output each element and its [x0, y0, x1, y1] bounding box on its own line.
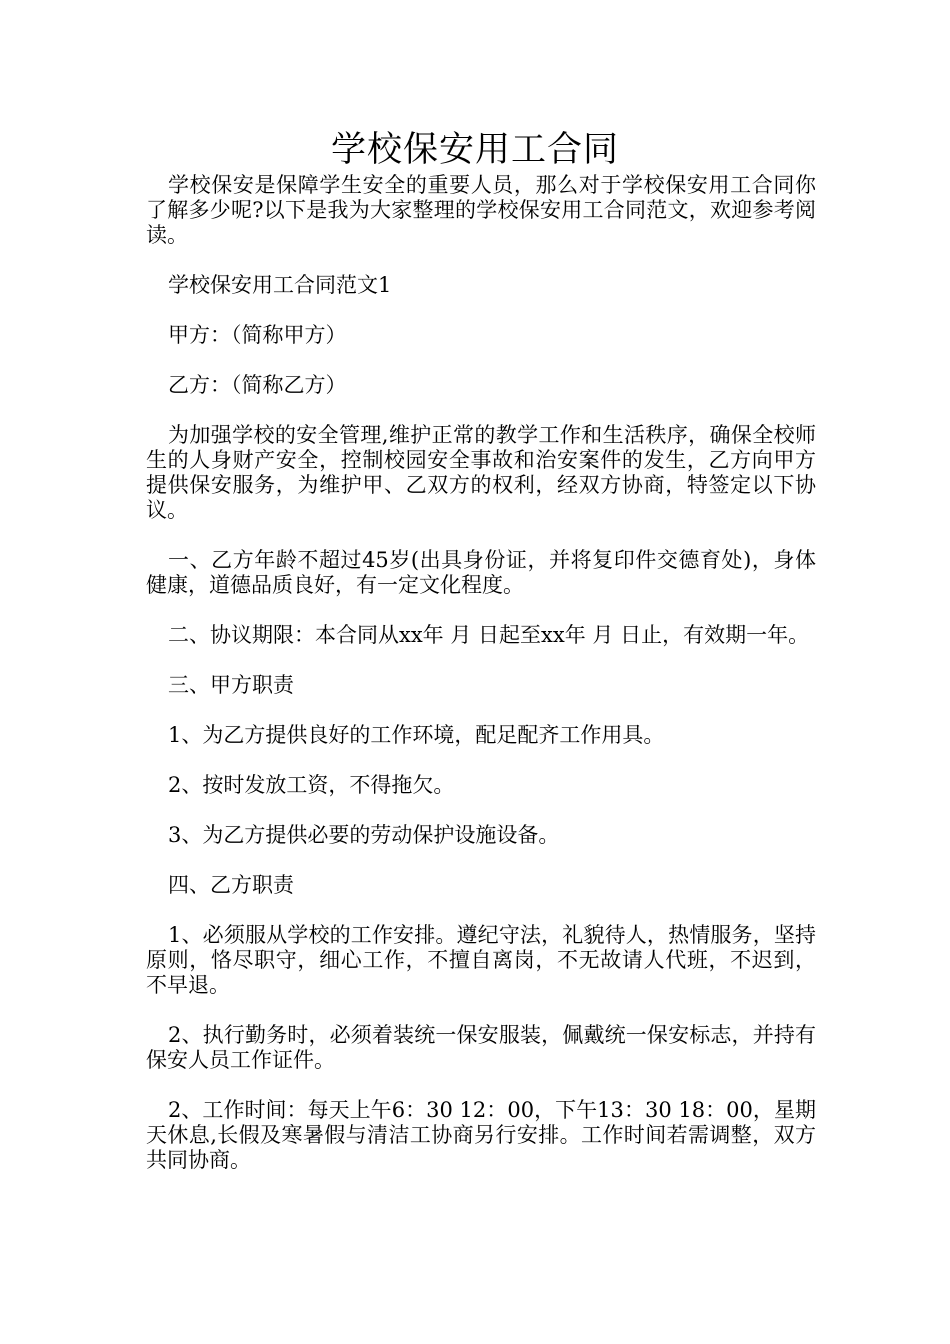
paragraph-gap [146, 523, 816, 548]
paragraph-gap [146, 248, 816, 273]
paragraph-gap [146, 898, 816, 923]
party-a-duty-3: 3、为乙方提供必要的劳动保护设施设备。 [168, 823, 560, 847]
paragraph-gap [146, 848, 816, 873]
clause-term: 二、协议期限：本合同从xx年 月 日起至xx年 月 日止，有效期一年。 [168, 623, 810, 647]
paragraph-gap [146, 298, 816, 323]
document-title: 学校保安用工合同 [330, 130, 619, 170]
party-b-duty-work-hours: 2、工作时间：每天上午6：30 12：00，下午13：30 18：00，星期天休息,长假及寒暑假与清洁工协商另行安排。工作时间若需调整，双方共同协商。 [146, 1098, 816, 1172]
paragraph-gap [146, 798, 816, 823]
paragraph-gap [146, 398, 816, 423]
party-b-duty-1: 1、必须服从学校的工作安排。遵纪守法，礼貌待人，热情服务，坚持原则，恪尽职守，细心工作，不擅自离岗，不无故请人代班，不迟到，不早退。 [146, 923, 816, 997]
paragraph-gap [146, 698, 816, 723]
party-a-duty-1: 1、为乙方提供良好的工作环境，配足配齐工作用具。 [168, 723, 665, 747]
heading-party-a-duties: 三、甲方职责 [168, 673, 294, 697]
paragraph-gap [146, 1073, 816, 1098]
paragraph-gap [146, 648, 816, 673]
party-b-line: 乙方：（简称乙方） [168, 373, 347, 397]
section-heading-sample-1: 学校保安用工合同范文1 [168, 273, 392, 297]
party-a-line: 甲方：（简称甲方） [168, 323, 347, 347]
intro-paragraph: 学校保安是保障学生安全的重要人员，那么对于学校保安用工合同你了解多少呢?以下是我为大家整理的学校保安用工合同范文，欢迎参考阅读。 [146, 173, 816, 247]
document-body [146, 173, 816, 1173]
heading-party-b-duties: 四、乙方职责 [168, 873, 294, 897]
paragraph-gap [146, 598, 816, 623]
clause-age: 一、乙方年龄不超过45岁(出具身份证，并将复印件交德育处)，身体健康，道德品质良好，有一定文化程度。 [146, 548, 816, 597]
paragraph-gap [146, 748, 816, 773]
paragraph-gap [146, 348, 816, 373]
paragraph-gap [146, 998, 816, 1023]
party-b-duty-2: 2、执行勤务时，必须着装统一保安服装，佩戴统一保安标志，并持有保安人员工作证件。 [146, 1023, 816, 1072]
party-a-duty-2: 2、按时发放工资，不得拖欠。 [168, 773, 455, 797]
purpose-paragraph: 为加强学校的安全管理,维护正常的教学工作和生活秩序，确保全校师生的人身财产安全，控制校园安全事故和治安案件的发生，乙方向甲方提供保安服务，为维护甲、乙双方的权利，经双方协商，特签定以下协议。 [146, 423, 816, 522]
